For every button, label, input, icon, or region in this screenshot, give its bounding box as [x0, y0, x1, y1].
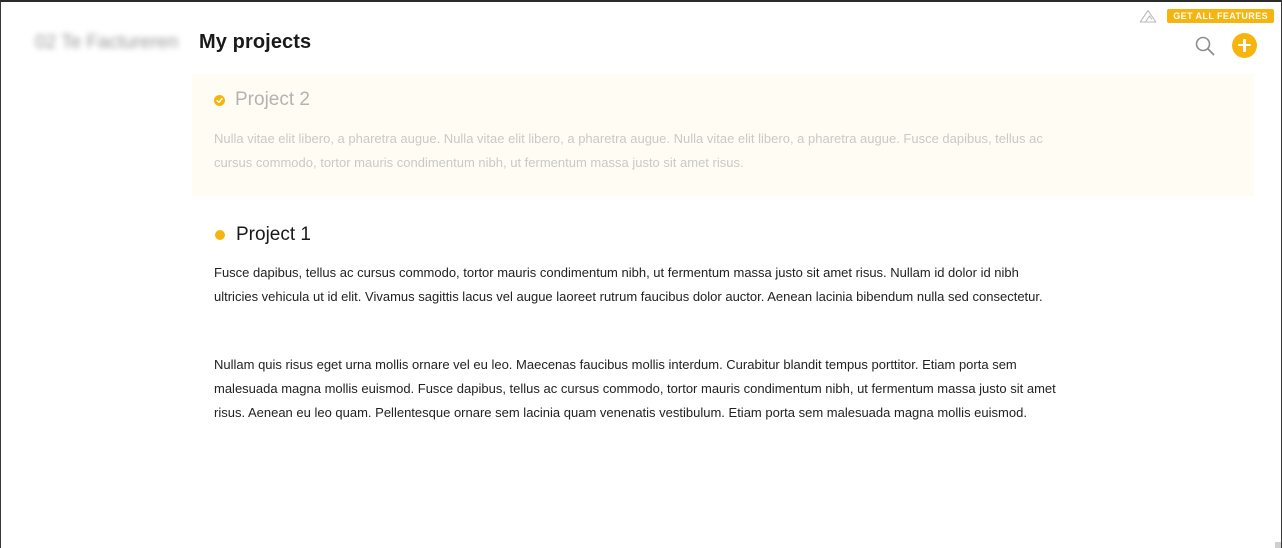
project-title[interactable]: Project 1: [236, 224, 311, 245]
project-description: Nulla vitae elit libero, a pharetra augue. Nulla vitae elit libero, a pharetra augue. Nulla vitae elit libero, a pharetra augue. Fusce dapibus, tellus ac cursus commodo, tortor mauris condimentum nibh, ut fermentum massa justo sit amet risus.: [214, 131, 1043, 170]
get-all-features-button[interactable]: GET ALL FEATURES: [1167, 9, 1274, 23]
upgrade-bar: [1139, 9, 1274, 23]
project-card-1[interactable]: [192, 212, 1254, 425]
breadcrumb[interactable]: 02 Te Factureren: [35, 32, 179, 53]
project-description-paragraph: Nullam quis risus eget urna mollis ornare vel eu leo. Maecenas faucibus mollis interdum. Curabitur blandit tempus porttitor. Etiam porta sem malesuada magna mollis euismod. Fusce dapibus, tellus ac cursus commodo, tortor mauris condimentum nibh, ut fermentum massa justo sit amet risus. Aenean eu leo quam. Pellentesque ornare sem lacinia quam venenatis vestibulum. Etiam porta sem malesuada magna mollis euismod.: [214, 357, 1056, 420]
project-description-paragraph: Fusce dapibus, tellus ac cursus commodo, tortor mauris condimentum nibh, ut fermentum massa justo sit amet risus. Nullam id dolor id nibh ultricies vehicula ut id elit. Vivamus sagittis lacus vel augue laoreet rutrum faucibus dolor auctor. Aenean lacinia bibendum nulla sed consectetur.: [214, 265, 1043, 304]
project-header: [214, 222, 1064, 248]
completed-check-icon[interactable]: [214, 95, 225, 106]
search-icon: [1194, 35, 1216, 57]
project-card-2[interactable]: [192, 74, 1254, 196]
search-button[interactable]: [1194, 35, 1216, 57]
status-dot-icon[interactable]: [215, 230, 225, 240]
project-header: [214, 87, 1064, 113]
warning-triangle-icon[interactable]: [1139, 9, 1157, 23]
page-title: My projects: [199, 31, 312, 53]
scrollbar-corner: [1275, 542, 1281, 548]
project-title[interactable]: Project 2: [235, 89, 310, 110]
add-project-button[interactable]: [1232, 33, 1257, 58]
